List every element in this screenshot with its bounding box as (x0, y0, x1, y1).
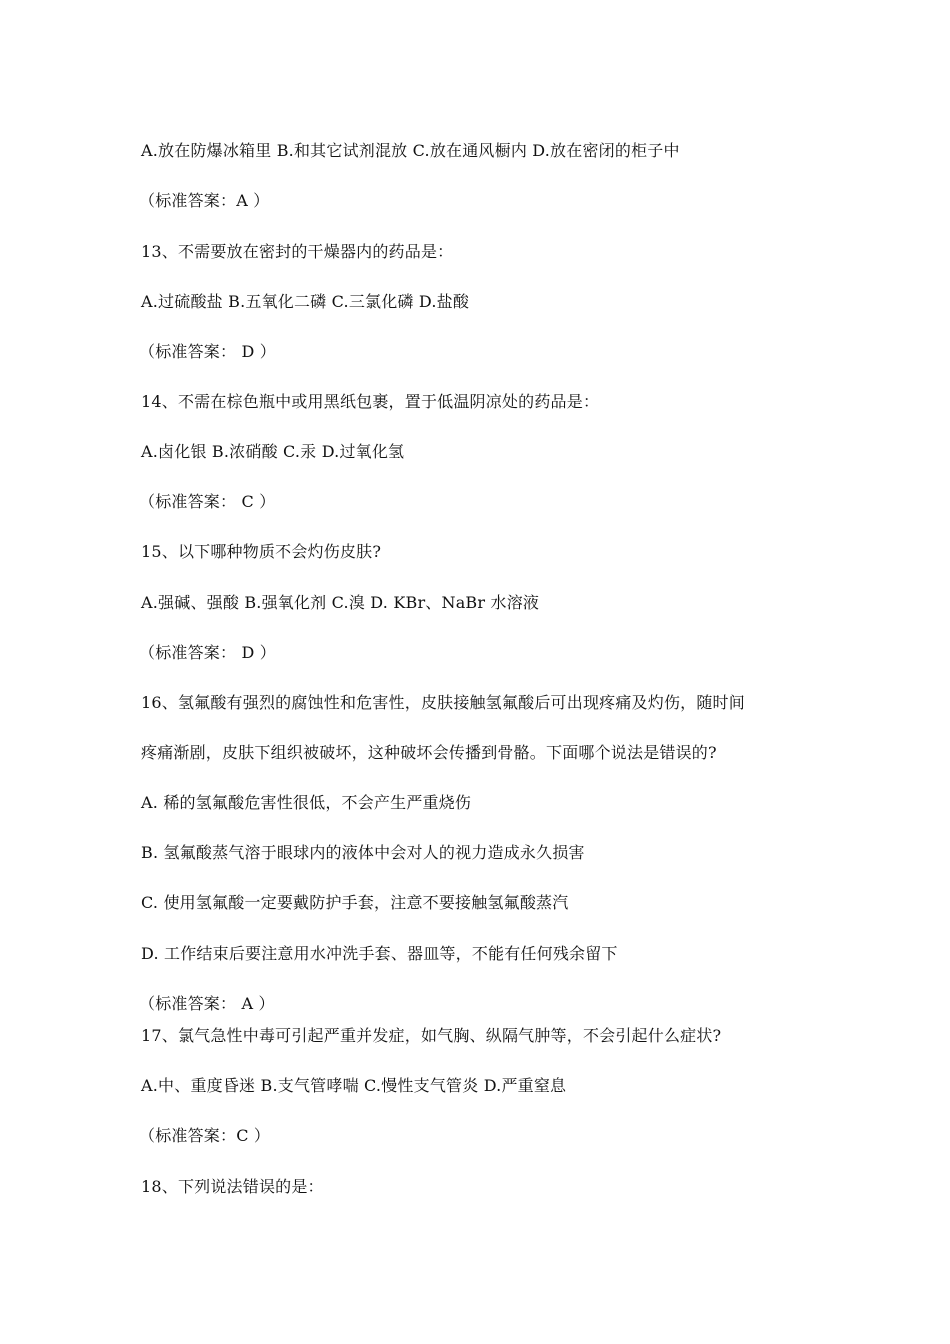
q16-option-c: C. 使用氢氟酸一定要戴防护手套，注意不要接触氢氟酸蒸汽 (141, 893, 569, 912)
q16-option-a: A. 稀的氢氟酸危害性很低，不会产生严重烧伤 (141, 793, 472, 812)
q14-options: A.卤化银 B.浓硝酸 C.汞 D.过氧化氢 (141, 442, 405, 461)
q16-question-line1: 16、氢氟酸有强烈的腐蚀性和危害性，皮肤接触氢氟酸后可出现疼痛及灼伤，随时间 (141, 693, 745, 712)
q13-question: 13、不需要放在密封的干燥器内的药品是： (141, 242, 454, 261)
q13-answer: （标准答案： D ） (139, 342, 277, 361)
q12-answer: （标准答案：A ） (139, 191, 270, 210)
q16-option-b: B. 氢氟酸蒸气溶于眼球内的液体中会对人的视力造成永久损害 (141, 843, 585, 862)
q16-answer: （标准答案： A ） (139, 994, 275, 1013)
q15-question: 15、以下哪种物质不会灼伤皮肤? (141, 542, 382, 561)
q12-options: A.放在防爆冰箱里 B.和其它试剂混放 C.放在通风橱内 D.放在密闭的柜子中 (141, 141, 680, 160)
q13-options: A.过硫酸盐 B.五氧化二磷 C.三氯化磷 D.盐酸 (141, 292, 470, 311)
q15-answer: （标准答案： D ） (139, 643, 277, 662)
q18-question: 18、下列说法错误的是： (141, 1177, 324, 1196)
q17-question: 17、氯气急性中毒可引起严重并发症，如气胸、纵隔气肿等，不会引起什么症状? (141, 1026, 722, 1045)
q15-options: A.强碱、强酸 B.强氧化剂 C.溴 D. KBr、NaBr 水溶液 (141, 593, 540, 612)
q14-question: 14、不需在棕色瓶中或用黑纸包裹，置于低温阴凉处的药品是： (141, 392, 600, 411)
q17-answer: （标准答案：C ） (139, 1126, 271, 1145)
q17-options: A.中、重度昏迷 B.支气管哮喘 C.慢性支气管炎 D.严重窒息 (141, 1076, 567, 1095)
q14-answer: （标准答案： C ） (139, 492, 276, 511)
q16-option-d: D. 工作结束后要注意用水冲洗手套、器皿等，不能有任何残余留下 (141, 944, 618, 963)
q16-question-line2: 疼痛渐剧，皮肤下组织被破坏，这种破坏会传播到骨骼。下面哪个说法是错误的? (141, 743, 717, 762)
